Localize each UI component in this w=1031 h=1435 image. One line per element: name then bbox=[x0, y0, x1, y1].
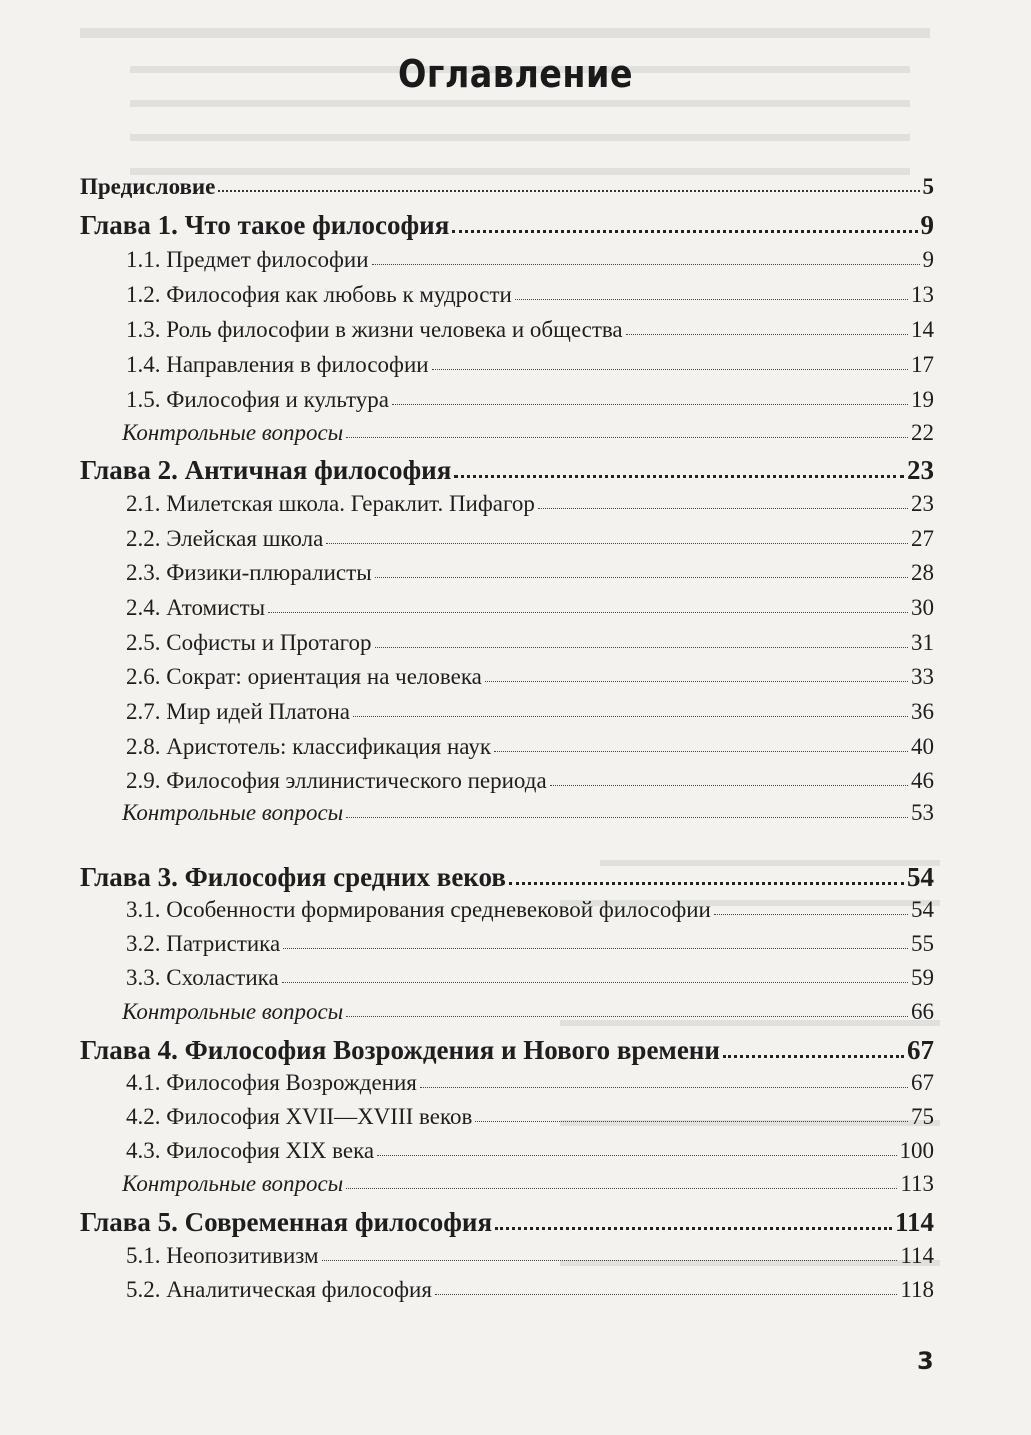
toc-preface-row bbox=[80, 172, 934, 200]
dot-leader bbox=[377, 1136, 896, 1157]
dot-leader bbox=[353, 697, 908, 718]
dot-leader bbox=[218, 171, 919, 193]
toc-entry-label: 5.1. Неопозитивизм bbox=[126, 1242, 319, 1268]
toc-entry-label: Глава 1. Что такое философия bbox=[80, 209, 450, 240]
toc-section-row bbox=[80, 246, 934, 273]
dot-leader bbox=[475, 1102, 908, 1123]
toc-entry-page: 67 bbox=[907, 1034, 934, 1065]
dot-leader bbox=[454, 452, 904, 478]
toc-entry-label: 3.2. Патристика bbox=[126, 930, 281, 956]
toc-entry-page: 14 bbox=[911, 316, 934, 342]
dot-leader bbox=[723, 1032, 904, 1058]
toc-entry-page: 59 bbox=[911, 964, 934, 990]
toc-section-row bbox=[80, 698, 934, 725]
dot-leader bbox=[515, 280, 908, 301]
dot-leader bbox=[346, 997, 908, 1018]
dot-leader bbox=[714, 895, 908, 916]
toc-section-row bbox=[80, 896, 934, 923]
toc-section-row bbox=[80, 525, 934, 552]
toc-entry-label: 2.2. Элейская школа bbox=[126, 525, 324, 551]
toc-control-questions-row bbox=[80, 998, 934, 1025]
dot-leader bbox=[326, 524, 908, 545]
toc-entry-label: 2.4. Атомисты bbox=[126, 594, 266, 620]
toc-entry-page: 118 bbox=[900, 1276, 934, 1302]
toc-control-questions-row bbox=[80, 419, 934, 446]
toc-entry-page: 67 bbox=[911, 1069, 934, 1095]
dot-leader bbox=[375, 628, 908, 649]
toc-entry-label: 2.7. Мир идей Платона bbox=[126, 698, 351, 724]
toc-entry-page: 36 bbox=[911, 698, 934, 724]
toc-section-row bbox=[80, 1242, 934, 1269]
dot-leader bbox=[346, 418, 908, 439]
toc-entry-page: 54 bbox=[907, 861, 934, 892]
toc-entry-label: 2.6. Сократ: ориентация на человека bbox=[126, 663, 482, 689]
toc-entry-label: 1.2. Философия как любовь к мудрости bbox=[126, 281, 512, 307]
toc-entry-label: 2.9. Философия эллинистического периода bbox=[126, 767, 547, 793]
toc-entry-page: 23 bbox=[911, 490, 934, 516]
toc-entry-page: 19 bbox=[911, 386, 934, 412]
dot-leader bbox=[495, 1204, 892, 1230]
toc-entry-page: 46 bbox=[911, 767, 934, 793]
toc-entry-page: 114 bbox=[900, 1242, 934, 1268]
toc-chapter-row bbox=[80, 453, 934, 486]
toc-entry-label: 3.1. Особенности формирования средневековой философии bbox=[126, 896, 711, 922]
page-title: Оглавление bbox=[398, 52, 633, 96]
toc-entry-page: 114 bbox=[894, 1206, 934, 1237]
dot-leader bbox=[282, 963, 908, 984]
toc-entry-page: 28 bbox=[911, 559, 934, 585]
dot-leader bbox=[346, 798, 908, 819]
dot-leader bbox=[432, 350, 908, 371]
toc-entry-label: Глава 2. Античная философия bbox=[80, 454, 452, 485]
toc-section-row bbox=[80, 663, 934, 690]
toc-entry-page: 23 bbox=[907, 454, 934, 485]
toc-section-row bbox=[80, 490, 934, 517]
toc-entry-page: 54 bbox=[911, 896, 934, 922]
toc-section-row bbox=[80, 629, 934, 656]
toc-entry-page: 100 bbox=[899, 1137, 934, 1163]
dot-leader bbox=[494, 732, 908, 753]
toc-entry-page: 30 bbox=[911, 594, 934, 620]
toc-entry-label: Контрольные вопросы bbox=[122, 419, 344, 445]
toc-entry-label: 1.4. Направления в философии bbox=[126, 351, 429, 377]
toc-entry-page: 31 bbox=[911, 629, 934, 655]
toc-entry-label: Глава 5. Современная философия bbox=[80, 1206, 493, 1237]
toc-chapter-row bbox=[80, 208, 934, 241]
toc-section-row bbox=[80, 351, 934, 378]
dot-leader bbox=[375, 558, 908, 579]
toc-section-row bbox=[80, 930, 934, 957]
dot-leader bbox=[346, 1169, 897, 1190]
dot-leader bbox=[538, 489, 908, 510]
toc-entry-label: Глава 4. Философия Возрождения и Нового времени bbox=[80, 1034, 720, 1065]
toc-entry-page: 22 bbox=[911, 419, 934, 445]
toc-entry-label: 2.1. Милетская школа. Гераклит. Пифагор bbox=[126, 490, 535, 516]
toc-entry-page: 33 bbox=[911, 663, 934, 689]
toc-section-row bbox=[80, 964, 934, 991]
toc-entry-label: 5.2. Аналитическая философия bbox=[126, 1276, 432, 1302]
toc-chapter-row bbox=[80, 1205, 934, 1238]
toc-entry-label: Глава 3. Философия средних веков bbox=[80, 861, 506, 892]
toc-entry-page: 13 bbox=[911, 281, 934, 307]
toc-entry-page: 40 bbox=[911, 733, 934, 759]
toc-entry-label: 2.5. Софисты и Протагор bbox=[126, 629, 372, 655]
dot-leader bbox=[485, 662, 908, 683]
toc-entry-label: 3.3. Схоластика bbox=[126, 964, 279, 990]
toc-entry-page: 5 bbox=[922, 173, 934, 199]
toc-entry-page: 75 bbox=[911, 1103, 934, 1129]
dot-leader bbox=[268, 593, 908, 614]
toc-chapter-row bbox=[80, 1033, 934, 1066]
toc-section-row bbox=[80, 316, 934, 343]
toc-entry-page: 113 bbox=[900, 1170, 934, 1196]
toc-entry-label: 2.8. Аристотель: классификация наук bbox=[126, 733, 491, 759]
page-number: 3 bbox=[917, 1347, 934, 1375]
dot-leader bbox=[420, 1068, 908, 1089]
toc-entry-label: Контрольные вопросы bbox=[122, 1170, 344, 1196]
toc-section-row bbox=[80, 733, 934, 760]
toc-section-row bbox=[80, 1137, 934, 1164]
toc-entry-page: 9 bbox=[920, 209, 934, 240]
toc-control-questions-row bbox=[80, 799, 934, 826]
toc-entry-label: 2.3. Физики-плюралисты bbox=[126, 559, 372, 585]
toc-section-row bbox=[80, 281, 934, 308]
toc-entry-page: 53 bbox=[911, 799, 934, 825]
toc-entry-label: 4.2. Философия XVII—XVIII веков bbox=[126, 1103, 473, 1129]
toc-entry-label: Контрольные вопросы bbox=[122, 998, 344, 1024]
dot-leader bbox=[283, 929, 908, 950]
toc-section-row bbox=[80, 1276, 934, 1303]
toc-entry-label: 1.5. Философия и культура bbox=[126, 386, 389, 412]
dot-leader bbox=[626, 315, 908, 336]
dot-leader bbox=[372, 245, 920, 266]
toc-entry-page: 55 bbox=[911, 930, 934, 956]
toc-section-row bbox=[80, 767, 934, 794]
dot-leader bbox=[322, 1241, 898, 1262]
toc-section-row bbox=[80, 386, 934, 413]
toc-section-row bbox=[80, 1103, 934, 1130]
toc-entry-label: 1.1. Предмет философии bbox=[126, 246, 369, 272]
toc-section-row bbox=[80, 594, 934, 621]
dot-leader bbox=[392, 385, 908, 406]
toc-entry-page: 9 bbox=[922, 246, 934, 272]
toc-entry-page: 17 bbox=[911, 351, 934, 377]
toc-entry-label: 4.3. Философия XIX века bbox=[126, 1137, 375, 1163]
dot-leader bbox=[435, 1275, 897, 1296]
toc-control-questions-row bbox=[80, 1170, 934, 1197]
toc-section-row bbox=[80, 1069, 934, 1096]
toc-entry-label: Контрольные вопросы bbox=[122, 799, 344, 825]
dot-leader bbox=[509, 859, 904, 885]
dot-leader bbox=[550, 766, 908, 787]
toc-entry-label: 1.3. Роль философии в жизни человека и общества bbox=[126, 316, 623, 342]
toc-entry-page: 66 bbox=[911, 998, 934, 1024]
dot-leader bbox=[452, 207, 917, 233]
toc-entry-label: 4.1. Философия Возрождения bbox=[126, 1069, 417, 1095]
toc-entry-page: 27 bbox=[911, 525, 934, 551]
toc-entry-label: Предисловие bbox=[80, 173, 216, 199]
toc-chapter-row bbox=[80, 860, 934, 893]
toc-section-row bbox=[80, 559, 934, 586]
